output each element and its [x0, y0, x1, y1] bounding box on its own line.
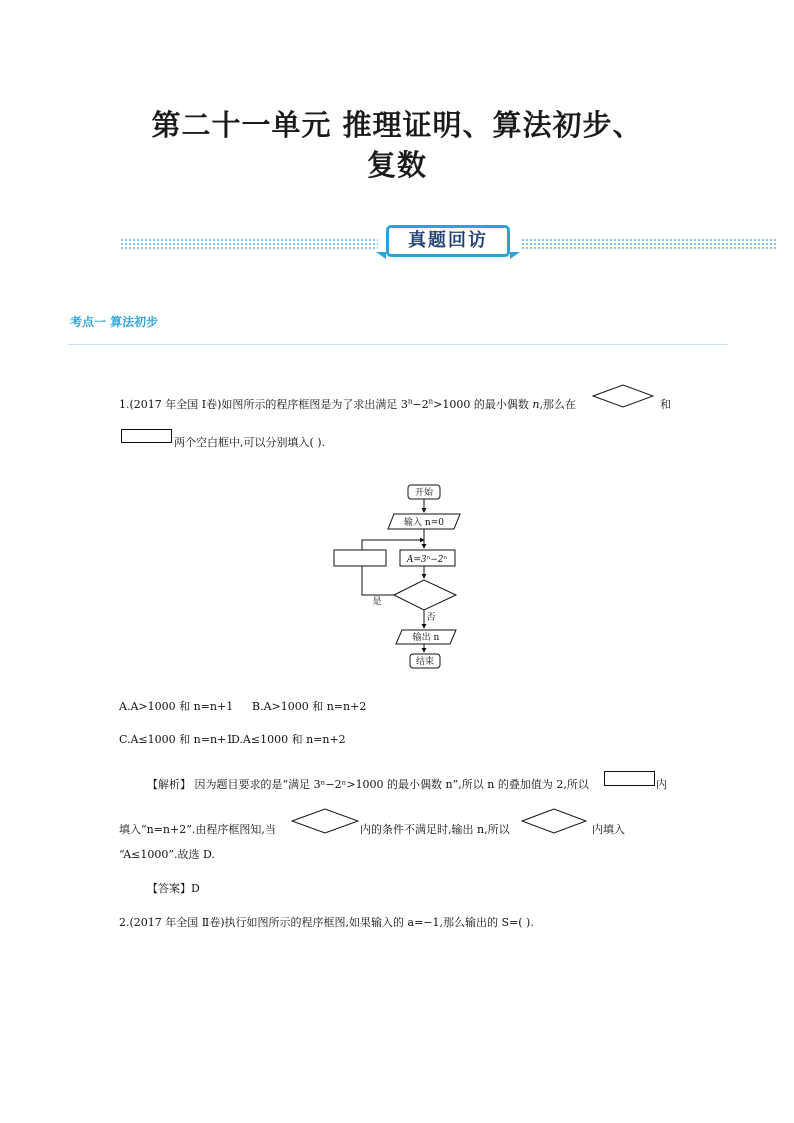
flow-no-label: 否	[426, 613, 436, 623]
q1-answer: 【答案】D	[147, 882, 200, 895]
q1-stem-line1	[119, 398, 576, 412]
flow-output-label: 输出 n	[412, 633, 440, 643]
banner-dotted-line-right	[521, 238, 777, 250]
flow-assign-label: A=3ⁿ−2ⁿ	[406, 555, 448, 565]
q1-analysis-line1: 【解析】 因为题目要求的是“满足 3ⁿ−2ⁿ>1000 的最小偶数 n”,所以 n 的叠加值为 2,所以	[147, 778, 589, 791]
q1-stem-part-b: −2	[412, 398, 429, 411]
flow-decision-node	[394, 580, 456, 610]
section-heading: 考点一 算法初步	[70, 315, 159, 329]
q1-analysis-rect-blank	[604, 771, 655, 786]
flow-input-label: 输入 n=0	[404, 518, 444, 528]
q1-option-d: D.A≤1000 和 n=n+2	[231, 733, 346, 746]
q1-stem-part-c: >1000 的最小偶数	[433, 398, 533, 411]
q1-stem-and: 和	[660, 398, 671, 411]
flow-blank-rect-node	[334, 550, 386, 566]
q1-option-b: B.A>1000 和 n=n+2	[252, 700, 367, 713]
q1-analysis-line1-end: 内	[656, 778, 667, 791]
q1-diamond-blank	[592, 384, 654, 408]
flow-end-label: 结束	[415, 657, 435, 667]
q1-analysis-line2-c: 内填入	[592, 823, 625, 836]
section-divider	[68, 344, 728, 345]
q1-stem-sup1: n	[407, 397, 413, 406]
page-title-line2: 复数	[366, 148, 427, 182]
q1-option-a: A.A>1000 和 n=n+1	[119, 700, 234, 713]
q1-analysis-line2-b: 内的条件不满足时,输出 n,所以	[360, 823, 510, 836]
q1-analysis-diamond-blank-1	[291, 808, 359, 834]
flow-start-label: 开始	[414, 488, 434, 498]
q1-stem-var: n	[532, 398, 540, 411]
banner-label: 真题回访	[408, 230, 488, 251]
flow-yes-label: 是	[372, 597, 382, 607]
q1-analysis-diamond-blank-2	[521, 808, 587, 834]
q1-analysis-line3: “A≤1000”.故选 D.	[119, 848, 215, 861]
q1-flowchart	[330, 482, 465, 670]
banner-ribbon-tail-left	[376, 252, 386, 259]
q1-analysis-line2-a: 填入“n=n+2”.由程序框图知,当	[119, 823, 276, 836]
q1-stem-part-d: ,那么在	[539, 398, 576, 411]
q1-option-c: C.A≤1000 和 n=n+1	[119, 733, 234, 746]
q1-stem-line2: 两个空白框中,可以分别填入( ).	[174, 436, 326, 449]
banner-dotted-line-left	[120, 238, 378, 250]
q1-stem-sup2: n	[428, 397, 434, 406]
q1-rect-blank	[121, 429, 172, 443]
banner-ribbon-tail-right	[510, 252, 520, 259]
q1-stem-part-a: 1.(2017 年全国 Ⅰ卷)如图所示的程序框图是为了求出满足 3	[119, 398, 408, 411]
page-title-line1: 第二十一单元 推理证明、算法初步、	[151, 108, 643, 142]
q2-stem: 2.(2017 年全国 Ⅱ卷)执行如图所示的程序框图,如果输入的 a=−1,那么输出的 S=( ).	[119, 916, 534, 929]
